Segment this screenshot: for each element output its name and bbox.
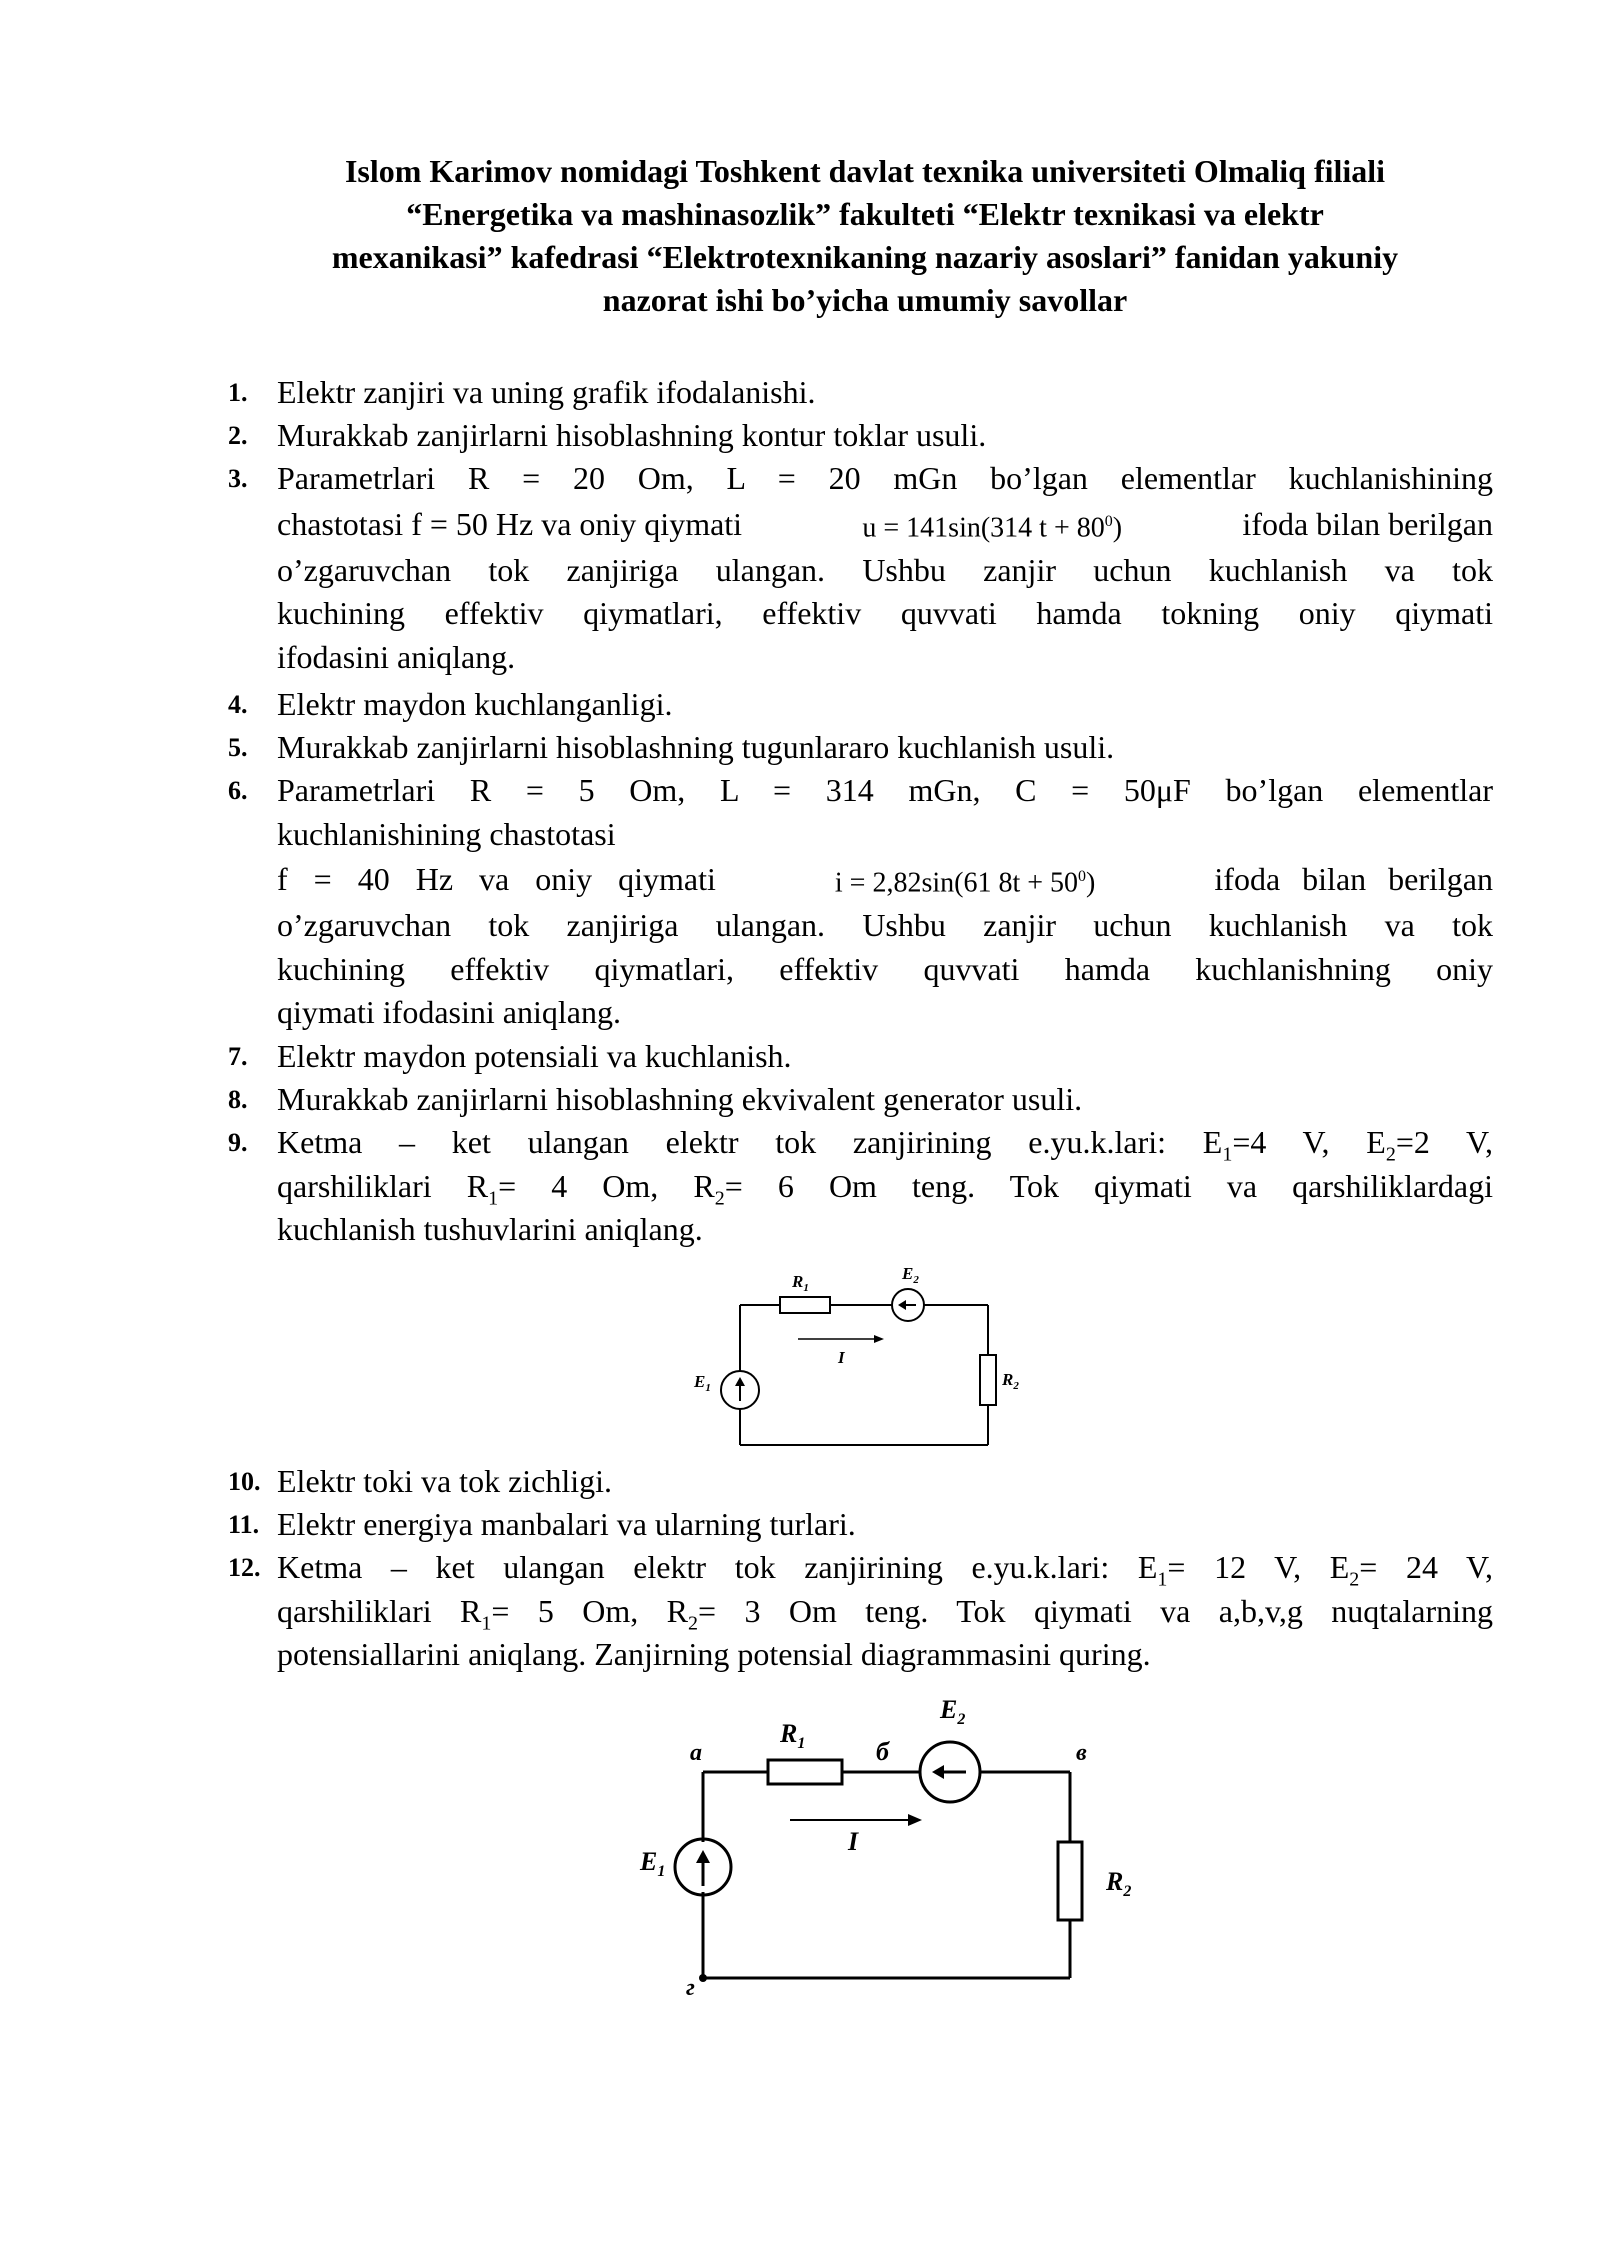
- question-text: Elektr zanjiri va uning grafik ifodalanishi.: [277, 374, 816, 410]
- formula-text: i = 2,82sin(61 8t + 50: [834, 867, 1079, 899]
- subscript: 2: [714, 1186, 725, 1209]
- question-11: [228, 1503, 1493, 1547]
- label-text: R: [1106, 1867, 1124, 1896]
- text-fragment: = 4 Om, R: [498, 1167, 715, 1204]
- label-text: E: [694, 1372, 706, 1391]
- question-text: Elektr maydon potensiali va kuchlanish.: [277, 1038, 792, 1074]
- question-text-fragment: ifoda bilan berilgan: [1214, 861, 1493, 898]
- question-text-line: ifodasini aniqlang.: [277, 638, 516, 675]
- text-fragment: = 3 Om teng. Tok qiymati va a,b,v,g nuqtalarning: [698, 1592, 1494, 1629]
- subscript: 1: [481, 1611, 492, 1634]
- label-r1: [779, 1719, 805, 1752]
- question-number: 3.: [228, 464, 248, 493]
- label-e1: [639, 1847, 665, 1880]
- label-sub: 2: [957, 1711, 966, 1728]
- question-text-fragment: f = 40 Hz va oniy qiymati: [277, 861, 716, 898]
- question-text-fragment: chastotasi f = 50 Hz va oniy qiymati: [277, 505, 743, 542]
- formula-close: ): [1086, 867, 1096, 899]
- document-title: [225, 150, 1505, 322]
- title-line-3: mexanikasi” kafedrasi “Elektrotexnikaning nazariy asoslari” fanidan yakuniy: [331, 239, 1399, 275]
- label-text: R: [792, 1272, 804, 1291]
- label-current: I: [848, 1827, 859, 1856]
- question-text-line: [277, 501, 1493, 549]
- label-e2: [901, 1264, 919, 1286]
- question-text-line: Parametrlari R = 5 Om, L = 314 mGn, C = 50μF bo’lgan elementlar: [277, 772, 1493, 808]
- question-12: [228, 1546, 1493, 1677]
- subscript: 1: [488, 1186, 499, 1209]
- subscript: 1: [1222, 1143, 1233, 1166]
- question-text-line: qiymati ifodasini aniqlang.: [277, 994, 621, 1030]
- question-6: [228, 769, 1493, 1035]
- resistor-r2: [1058, 1842, 1082, 1920]
- question-text-line: kuchlanish tushuvlarini aniqlang.: [277, 1211, 703, 1247]
- text-fragment: = 5 Om, R: [491, 1592, 689, 1629]
- question-5: [228, 726, 1493, 770]
- resistor-r1: [780, 1297, 830, 1313]
- question-number: 1.: [228, 378, 248, 407]
- subscript: 1: [1157, 1568, 1168, 1591]
- label-r2: [1105, 1867, 1131, 1900]
- question-text: Elektr energiya manbalari va ularning turlari.: [277, 1506, 856, 1542]
- node-dot: [699, 1974, 707, 1982]
- question-1: [228, 371, 1493, 415]
- question-text-line: [277, 1121, 1493, 1165]
- question-text-line: kuchining effektiv qiymatlari, effektiv quvvati hamda kuchlanishning oniy: [277, 950, 1493, 987]
- title-line-2: “Energetika va mashinasozlik” fakulteti “Elektr texnikasi va elektr: [406, 196, 1324, 232]
- title-line-4: nazorat ishi bo’yicha umumiy savollar: [602, 282, 1128, 318]
- label-sub: 2: [1123, 1883, 1132, 1900]
- text-fragment: = 12 V, E: [1167, 1549, 1350, 1585]
- text-fragment: qarshiliklari R: [277, 1167, 489, 1204]
- question-text: Elektr maydon kuchlanganligi.: [277, 686, 673, 722]
- e1-arrowhead-icon: [735, 1377, 745, 1386]
- title-line-1: Islom Karimov nomidagi Toshkent davlat texnika universiteti Olmaliq filiali: [344, 153, 1386, 189]
- e1-arrowhead-icon: [696, 1850, 710, 1863]
- question-3: [228, 457, 1493, 679]
- question-text-line: Parametrlari R = 20 Om, L = 20 mGn bo’lgan elementlar kuchlanishining: [277, 460, 1493, 496]
- label-text: E: [940, 1695, 958, 1724]
- question-text-fragment: ifoda bilan berilgan: [1242, 505, 1493, 542]
- e2-arrowhead-icon: [932, 1765, 944, 1779]
- label-r2: [1001, 1370, 1019, 1392]
- question-8: [228, 1078, 1493, 1122]
- question-4: [228, 683, 1493, 727]
- text-fragment: = 6 Om teng. Tok qiymati va qarshiliklardagi: [724, 1167, 1494, 1204]
- question-2: [228, 414, 1493, 458]
- current-arrowhead-icon: [908, 1814, 922, 1826]
- question-number: 6.: [228, 776, 248, 805]
- question-text-line: [277, 1546, 1493, 1590]
- question-10: [228, 1460, 1493, 1504]
- label-text: E: [640, 1847, 658, 1876]
- question-number: 4.: [228, 690, 248, 719]
- question-number: 7.: [228, 1042, 248, 1071]
- label-r1: [791, 1272, 809, 1294]
- label-sub: 1: [705, 1382, 711, 1394]
- question-number: 8.: [228, 1085, 248, 1114]
- resistor-r1: [768, 1760, 842, 1784]
- node-v-label: в: [1076, 1740, 1087, 1766]
- voltage-formula: [862, 500, 1122, 550]
- label-text: R: [780, 1719, 798, 1748]
- text-fragment: qarshiliklari R: [277, 1592, 482, 1629]
- question-number: 11.: [228, 1510, 260, 1539]
- text-fragment: Ketma – ket ulangan elektr tok zanjirining e.yu.k.lari: E: [277, 1124, 1223, 1160]
- question-number: 5.: [228, 733, 248, 762]
- question-7: [228, 1035, 1493, 1079]
- question-number: 12.: [228, 1553, 261, 1582]
- label-sub: 2: [1013, 1380, 1019, 1392]
- question-text-line: kuchining effektiv qiymatlari, effektiv quvvati hamda tokning oniy qiymati: [277, 595, 1493, 631]
- question-text-line: kuchlanishining chastotasi: [277, 815, 616, 852]
- question-number: 9.: [228, 1128, 248, 1157]
- circuit-diagram-1: [680, 1255, 1040, 1455]
- subscript: 2: [688, 1611, 699, 1634]
- question-text-line: potensiallarini aniqlang. Zanjirning potensial diagrammasini quring.: [277, 1636, 1151, 1672]
- question-text-line: o’zgaruvchan tok zanjiriga ulangan. Ushbu zanjir uchun kuchlanish va tok: [277, 907, 1493, 943]
- question-text-line: o’zgaruvchan tok zanjiriga ulangan. Ushbu zanjir uchun kuchlanish va tok: [277, 551, 1493, 588]
- label-sub: 2: [913, 1274, 919, 1286]
- text-fragment: =2 V,: [1395, 1124, 1494, 1160]
- label-text: R: [1002, 1370, 1014, 1389]
- question-text-line: [277, 1165, 1493, 1209]
- node-g-label: г: [686, 1975, 695, 2001]
- node-b-label: б: [876, 1737, 889, 1766]
- label-current: I: [838, 1348, 845, 1367]
- text-fragment: =4 V, E: [1232, 1124, 1386, 1160]
- formula-close: ): [1112, 511, 1123, 543]
- label-sub: 1: [797, 1735, 806, 1752]
- question-text: Murakkab zanjirlarni hisoblashning tugunlararo kuchlanish usuli.: [277, 729, 1115, 765]
- question-text: Elektr toki va tok zichligi.: [277, 1463, 613, 1499]
- question-text: Murakkab zanjirlarni hisoblashning ekvivalent generator usuli.: [277, 1081, 1083, 1117]
- question-text-line: [277, 1590, 1493, 1634]
- current-arrowhead-icon: [874, 1335, 884, 1343]
- formula-superscript: 0: [1104, 512, 1113, 530]
- label-e1: [693, 1372, 711, 1394]
- resistor-r2: [980, 1355, 996, 1405]
- question-9: [228, 1121, 1493, 1252]
- text-fragment: = 24 V,: [1359, 1549, 1494, 1585]
- question-number: 2.: [228, 421, 248, 450]
- current-formula: [835, 855, 1095, 905]
- subscript: 2: [1385, 1143, 1396, 1166]
- formula-superscript: 0: [1078, 868, 1087, 886]
- circuit-diagram-2: [630, 1690, 1150, 2010]
- label-sub: 1: [803, 1282, 809, 1294]
- question-number: 10.: [228, 1467, 261, 1496]
- formula-text: u = 141sin(314 t + 80: [862, 511, 1105, 543]
- text-fragment: Ketma – ket ulangan elektr tok zanjirining e.yu.k.lari: E: [277, 1549, 1158, 1585]
- label-sub: 1: [657, 1863, 666, 1880]
- question-text: Murakkab zanjirlarni hisoblashning kontur toklar usuli.: [277, 417, 987, 453]
- e2-arrowhead-icon: [898, 1300, 906, 1310]
- question-text-line: [277, 856, 1493, 904]
- label-text: E: [902, 1264, 914, 1283]
- label-e2: [939, 1695, 965, 1728]
- subscript: 2: [1349, 1568, 1360, 1591]
- node-a-label: a: [690, 1740, 702, 1766]
